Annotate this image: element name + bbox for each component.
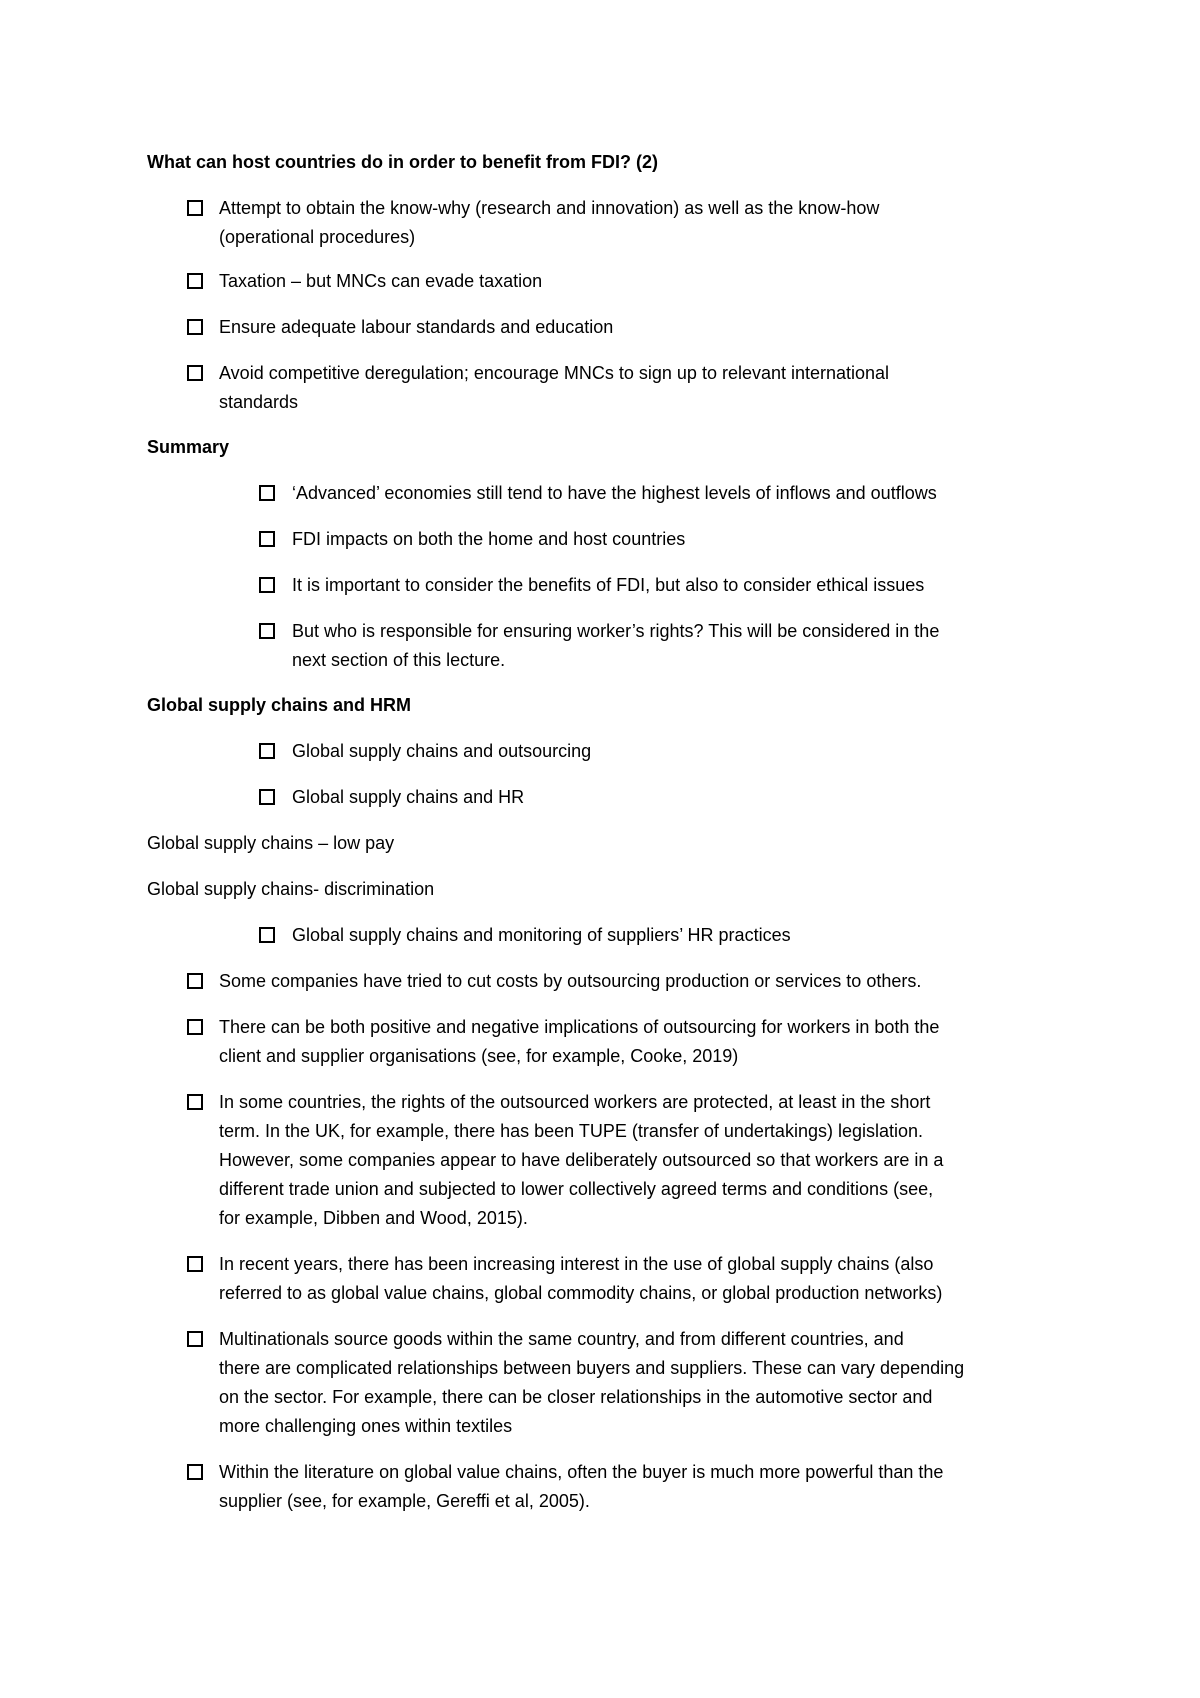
- discrimination-heading: Global supply chains- discrimination: [147, 879, 435, 899]
- list-item-text: Avoid competitive deregulation; encourage MNCs to sign up to relevant international: [219, 363, 890, 383]
- list-item-text: client and supplier organisations (see, for example, Cooke, 2019): [219, 1046, 739, 1066]
- checkbox-icon: [187, 1464, 203, 1480]
- list-item-text: Attempt to obtain the know-why (research and innovation) as well as the know-how: [219, 198, 880, 218]
- checkbox-icon: [187, 200, 203, 216]
- fdi-question-heading: What can host countries do in order to benefit from FDI? (2): [147, 152, 659, 172]
- checkbox-icon: [259, 743, 275, 759]
- list-item-text: However, some companies appear to have deliberately outsourced so that workers are in a: [219, 1150, 944, 1170]
- list-item-text: There can be both positive and negative implications of outsourcing for workers in both the: [219, 1017, 940, 1037]
- list-item-text: Ensure adequate labour standards and education: [219, 317, 614, 337]
- checkbox-icon: [187, 365, 203, 381]
- list-item-text: But who is responsible for ensuring worker’s rights? This will be considered in the: [292, 621, 940, 641]
- list-item-text: Global supply chains and monitoring of suppliers’ HR practices: [292, 925, 791, 945]
- list-item-text: referred to as global value chains, global commodity chains, or global production networks): [219, 1283, 943, 1303]
- list-item-text: Within the literature on global value chains, often the buyer is much more powerful than the: [219, 1462, 944, 1482]
- checkbox-icon: [259, 577, 275, 593]
- list-item-text: standards: [219, 392, 299, 412]
- summary-heading: Summary: [147, 437, 230, 457]
- list-item-text: ‘Advanced’ economies still tend to have the highest levels of inflows and outflows: [292, 483, 937, 503]
- checkbox-icon: [187, 1331, 203, 1347]
- list-item-text: It is important to consider the benefits of FDI, but also to consider ethical issues: [292, 575, 925, 595]
- list-item-text: Some companies have tried to cut costs by outsourcing production or services to others.: [219, 971, 922, 991]
- checkbox-icon: [187, 319, 203, 335]
- checkbox-icon: [187, 1094, 203, 1110]
- list-item-text: term. In the UK, for example, there has been TUPE (transfer of undertakings) legislation.: [219, 1121, 924, 1141]
- list-item-text: different trade union and subjected to lower collectively agreed terms and conditions (see,: [219, 1179, 934, 1199]
- checkbox-icon: [259, 623, 275, 639]
- list-item-text: Global supply chains and outsourcing: [292, 741, 592, 761]
- list-item-text: (operational procedures): [219, 227, 416, 247]
- list-item-text: there are complicated relationships between buyers and suppliers. These can vary depending: [219, 1358, 965, 1378]
- checkbox-icon: [259, 531, 275, 547]
- checkbox-icon: [259, 927, 275, 943]
- list-item-text: for example, Dibben and Wood, 2015).: [219, 1208, 528, 1228]
- list-item-text: Taxation – but MNCs can evade taxation: [219, 271, 543, 291]
- list-item-text: FDI impacts on both the home and host countries: [292, 529, 686, 549]
- list-item-text: Global supply chains and HR: [292, 787, 525, 807]
- checkbox-icon: [259, 485, 275, 501]
- list-item-text: Multinationals source goods within the same country, and from different countries, and: [219, 1329, 904, 1349]
- checkbox-icon: [187, 273, 203, 289]
- checkbox-icon: [187, 1019, 203, 1035]
- list-item-text: more challenging ones within textiles: [219, 1416, 513, 1436]
- list-item-text: next section of this lecture.: [292, 650, 506, 670]
- list-item-text: on the sector. For example, there can be closer relationships in the automotive sector and: [219, 1387, 933, 1407]
- global-supply-hrm-heading: Global supply chains and HRM: [147, 695, 412, 715]
- checkbox-icon: [259, 789, 275, 805]
- list-item-text: In recent years, there has been increasing interest in the use of global supply chains (also: [219, 1254, 934, 1274]
- low-pay-heading: Global supply chains – low pay: [147, 833, 395, 853]
- checkbox-icon: [187, 973, 203, 989]
- checkbox-icon: [187, 1256, 203, 1272]
- list-item-text: supplier (see, for example, Gereffi et al, 2005).: [219, 1491, 590, 1511]
- list-item-text: In some countries, the rights of the outsourced workers are protected, at least in the short: [219, 1092, 931, 1112]
